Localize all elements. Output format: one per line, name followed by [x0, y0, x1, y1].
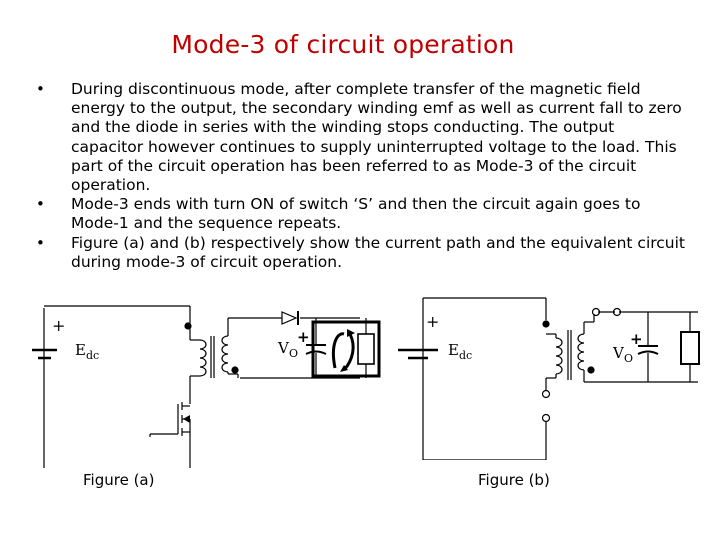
figure-b-diagram [398, 290, 710, 460]
figure-a-output-plus: + [297, 328, 310, 346]
figure-a-output-label: V [278, 339, 289, 357]
bullet-list [36, 80, 686, 272]
figure-b-output-plus: + [630, 330, 643, 348]
bullet-item: • Figure (a) and (b) respectively show the current path and the equivalent circuit during mode-3 of circuit operation. [36, 234, 686, 272]
bullet-item: • Mode-3 ends with turn ON of switch ‘S’ and then the circuit again goes to Mode-1 and the sequence repeats. [36, 195, 686, 233]
figure-b-output-subscript: O [624, 352, 634, 365]
figure-b-caption: Figure (b) [478, 471, 550, 489]
slide-title: Mode-3 of circuit operation [171, 30, 515, 59]
figure-b-source-subscript: dc [459, 349, 473, 362]
figure-a-diagram [30, 298, 400, 468]
bullet-item: • During discontinuous mode, after complete transfer of the magnetic field energy to the output, the secondary winding emf as well as current fall to zero and the diode in series with the winding stops conducting. The output capacitor however continues to supply uninterrupted voltage to the load. This part of the circuit operation has been referred to as Mode-3 of the circuit operation. [36, 80, 686, 195]
figure-b-output-label: V [613, 344, 624, 362]
figure-a-caption: Figure (a) [83, 471, 155, 489]
figure-b-plus-sign: + [426, 312, 440, 331]
figure-a-source-subscript: dc [86, 349, 100, 362]
figure-b-source-label: E [448, 341, 459, 359]
figure-a-output-subscript: O [289, 347, 299, 360]
figure-a-source-label: E [75, 341, 86, 359]
figure-a-plus-sign: + [52, 316, 66, 335]
